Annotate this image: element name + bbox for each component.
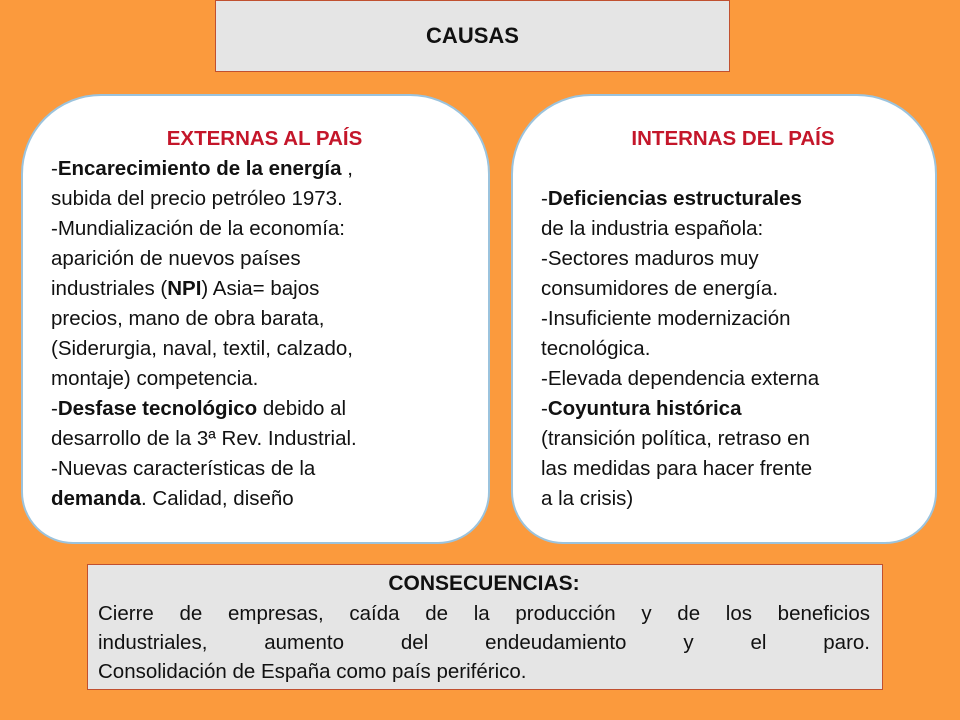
externas-line: [51, 334, 478, 364]
externas-text-segment: industriales (: [51, 277, 168, 300]
internas-text-segment: -Sectores maduros muy: [541, 247, 759, 270]
externas-text-segment: subida del precio petróleo 1973.: [51, 187, 343, 210]
internas-text-segment: -Insuficiente modernización: [541, 307, 791, 330]
internas-line: [541, 244, 925, 274]
internas-panel: [511, 94, 937, 544]
externas-title: EXTERNAS AL PAÍS: [166, 127, 363, 150]
externas-panel: [21, 94, 490, 544]
internas-line: [541, 184, 925, 214]
externas-text-segment: ,: [341, 157, 353, 180]
internas-text-segment: de la industria española:: [541, 217, 764, 240]
externas-line: [51, 304, 478, 334]
externas-bold-term: Desfase tecnológico: [57, 397, 258, 420]
internas-text-segment: -: [541, 187, 548, 210]
externas-text-segment: (Siderurgia, naval, textil, calzado,: [51, 337, 353, 360]
internas-text-segment: -Elevada dependencia externa: [541, 367, 820, 390]
internas-line: [541, 424, 925, 454]
externas-text-segment: ) Asia= bajos: [201, 277, 320, 300]
internas-title: INTERNAS DEL PAÍS: [631, 127, 835, 150]
internas-text-segment: consumidores de energía.: [541, 277, 779, 300]
externas-text-segment: -: [51, 157, 58, 180]
internas-line: [541, 484, 925, 514]
externas-text-segment: -Mundialización de la economía:: [51, 217, 345, 240]
consecuencias-line: Consolidación de España como país periférico.: [98, 660, 527, 683]
externas-bold-term: NPI: [167, 277, 202, 300]
externas-text-segment: aparición de nuevos países: [51, 247, 301, 270]
externas-line: [51, 184, 478, 214]
externas-bold-term: Encarecimiento de la energía: [57, 157, 342, 180]
internas-text-segment: tecnológica.: [541, 337, 651, 360]
externas-text-segment: -Nuevas características de la: [51, 457, 316, 480]
externas-line: [51, 394, 478, 424]
externas-line: [51, 484, 478, 514]
externas-text-segment: desarrollo de la 3ª Rev. Industrial.: [51, 427, 357, 450]
internas-body: [541, 184, 925, 514]
externas-line: [51, 424, 478, 454]
externas-text-segment: -: [51, 397, 58, 420]
internas-text-segment: -: [541, 397, 548, 420]
externas-text-segment: montaje) competencia.: [51, 367, 259, 390]
internas-bold-term: Coyuntura histórica: [547, 397, 742, 420]
causas-header-box: [215, 0, 730, 72]
externas-line: [51, 214, 478, 244]
externas-line: [51, 364, 478, 394]
consecuencias-box: [87, 564, 883, 690]
consecuencias-text: [98, 599, 870, 686]
externas-text-segment: precios, mano de obra barata,: [51, 307, 325, 330]
externas-bold-term: demanda: [51, 487, 141, 510]
internas-bold-term: Deficiencias estructurales: [547, 187, 802, 210]
internas-line: [541, 394, 925, 424]
internas-line: [541, 214, 925, 244]
externas-body: [51, 154, 478, 514]
internas-line: [541, 274, 925, 304]
internas-line: [541, 304, 925, 334]
externas-text-segment: debido al: [257, 397, 347, 420]
externas-line: [51, 454, 478, 484]
externas-line: [51, 154, 478, 184]
externas-line: [51, 244, 478, 274]
externas-text-segment: . Calidad, diseño: [141, 487, 294, 510]
consecuencias-line: Cierre de empresas, caída de la producción y de los beneficios: [98, 602, 870, 625]
consecuencias-line: industriales, aumento del endeudamiento y el paro.: [98, 631, 870, 654]
consecuencias-title: CONSECUENCIAS:: [388, 572, 580, 595]
internas-text-segment: las medidas para hacer frente: [541, 457, 813, 480]
internas-line: [541, 454, 925, 484]
internas-text-segment: (transición política, retraso en: [541, 427, 810, 450]
internas-text-segment: a la crisis): [541, 487, 634, 510]
internas-line: [541, 364, 925, 394]
internas-line: [541, 334, 925, 364]
externas-line: [51, 274, 478, 304]
causas-title: CAUSAS: [426, 23, 519, 48]
